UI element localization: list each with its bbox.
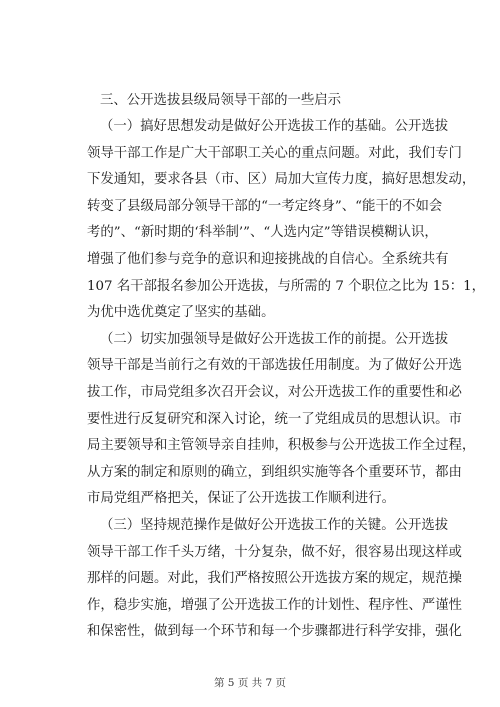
paragraph-3 — [87, 513, 462, 646]
paragraph-line: 107 名干部报名参加公开选拔，与所需的 7 个职位之比为 15：1， — [87, 278, 486, 294]
paragraph-line: 增强了他们参与竞争的意识和迎接挑战的自信心。全系统共有 — [87, 251, 449, 267]
paragraph-line: 转变了县级局部分领导干部的“一考定终身”、“能干的不如会 — [87, 198, 443, 214]
paragraph-line: 领导干部是当前行之有效的干部选拔任用制度。为了做好公开选 — [87, 358, 462, 374]
paragraph-line: （三）坚持规范操作是做好公开选拔工作的关键。公开选拔 — [100, 517, 449, 533]
paragraph-line: 下发通知，要求各县（市、区）局加大宣传力度，搞好思想发动， — [87, 172, 476, 188]
document-body — [87, 88, 486, 646]
section-title: 三、公开选拔县级局领导干部的一些启示 — [100, 93, 342, 108]
paragraph-line: 从方案的制定和原则的确立，到组织实施等各个重要环节，都由 — [87, 464, 462, 480]
paragraph-line: 为优中选优奠定了坚实的基础。 — [87, 305, 275, 321]
paragraph-line: （一）搞好思想发动是做好公开选拔工作的基础。公开选拔 — [100, 119, 449, 134]
paragraph-line: （二）切实加强领导是做好公开选拔工作的前提。公开选拔 — [100, 331, 449, 347]
paragraph-line: 拔工作，市局党组多次召开会议，对公开选拔工作的重要性和必 — [87, 384, 462, 400]
paragraph-line: 要性进行反复研究和深入讨论，统一了党组成员的思想认识。市 — [87, 411, 462, 427]
paragraph-1 — [87, 114, 486, 327]
paragraph-line: 作，稳步实施，增强了公开选拔工作的计划性、程序性、严谨性 — [87, 597, 462, 613]
paragraph-line: 那样的问题。对此，我们严格按照公开选拔方案的规定，规范操 — [87, 571, 462, 587]
page-footer: 第 5 页 共 7 页 — [213, 677, 287, 689]
paragraph-line: 市局党组严格把关，保证了公开选拔工作顺利进行。 — [87, 491, 395, 507]
paragraph-2 — [87, 327, 476, 513]
paragraph-line: 领导干部工作是广大干部职工关心的重点问题。对此，我们专门 — [87, 145, 462, 161]
paragraph-line: 和保密性，做到每一个环节和每一个步骤都进行科学安排，强化 — [87, 624, 462, 640]
paragraph-line: 局主要领导和主管领导亲自挂帅，积极参与公开选拔工作全过程， — [87, 438, 476, 454]
paragraph-line: 考的”、“新时期的‘科举制’”、“人选内定”等错误模糊认识， — [87, 225, 438, 241]
paragraph-line: 领导干部工作千头万绪，十分复杂，做不好，很容易出现这样或 — [87, 544, 462, 560]
